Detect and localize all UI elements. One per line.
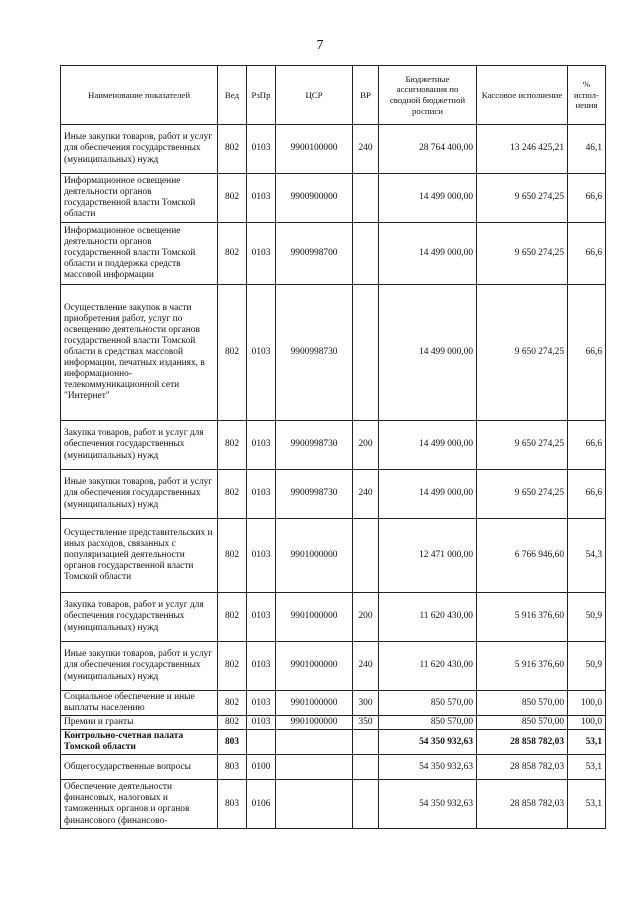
cell-cash: 6 766 946,60 [477, 519, 568, 593]
cell-csr [276, 730, 353, 755]
cell-cash: 850 570,00 [477, 716, 568, 730]
cell-rzpr: 0103 [247, 125, 276, 174]
cell-budget: 54 350 932,63 [379, 755, 477, 780]
cell-vr [353, 223, 379, 285]
table-row [61, 691, 606, 716]
cell-ved: 802 [218, 421, 247, 470]
header-rzpr: РзПр [247, 66, 276, 125]
cell-percent: 100,0 [568, 716, 606, 730]
cell-csr: 9901000000 [276, 593, 353, 642]
cell-csr: 9900998730 [276, 421, 353, 470]
cell-rzpr: 0103 [247, 691, 276, 716]
cell-name: Иные закупки товаров, работ и услуг для обеспечения государственных (муниципальных) нужд [61, 470, 218, 519]
cell-percent: 54,3 [568, 519, 606, 593]
cell-vr: 200 [353, 593, 379, 642]
cell-percent: 66,6 [568, 174, 606, 223]
cell-budget: 11 620 430,00 [379, 593, 477, 642]
cell-name: Осуществление представительских и иных расходов, связанных с популяризацией деятельности органов государственной власти Томской области [61, 519, 218, 593]
cell-cash: 13 246 425,21 [477, 125, 568, 174]
cell-rzpr: 0100 [247, 755, 276, 780]
cell-vr [353, 285, 379, 421]
cell-name: Информационное освещение деятельности органов государственной власти Томской области и поддержка средств массовой информации [61, 223, 218, 285]
cell-cash: 850 570,00 [477, 691, 568, 716]
cell-budget: 12 471 000,00 [379, 519, 477, 593]
cell-ved: 802 [218, 223, 247, 285]
cell-vr: 240 [353, 125, 379, 174]
cell-budget: 14 499 000,00 [379, 285, 477, 421]
cell-percent: 66,6 [568, 470, 606, 519]
header-csr: ЦСР [276, 66, 353, 125]
cell-percent: 50,9 [568, 593, 606, 642]
cell-ved: 803 [218, 730, 247, 755]
cell-budget: 28 764 400,00 [379, 125, 477, 174]
cell-rzpr [247, 730, 276, 755]
cell-vr [353, 755, 379, 780]
cell-rzpr: 0103 [247, 223, 276, 285]
cell-name: Иные закупки товаров, работ и услуг для обеспечения государственных (муниципальных) нужд [61, 642, 218, 691]
table-row [61, 285, 606, 421]
cell-vr: 240 [353, 470, 379, 519]
cell-ved: 802 [218, 642, 247, 691]
cell-name: Премии и гранты [61, 716, 218, 730]
cell-ved: 803 [218, 755, 247, 780]
cell-name: Осуществление закупок в части приобретения работ, услуг по освещению деятельности органов государственной власти Томской области в средствах массовой информации, печатных изданиях, в информационно-телекоммуникационной сети "Интернет" [61, 285, 218, 421]
cell-csr [276, 780, 353, 829]
cell-csr: 9901000000 [276, 519, 353, 593]
cell-rzpr: 0103 [247, 285, 276, 421]
cell-csr [276, 755, 353, 780]
table-row [61, 174, 606, 223]
header-vr: ВР [353, 66, 379, 125]
cell-budget: 14 499 000,00 [379, 174, 477, 223]
cell-vr: 200 [353, 421, 379, 470]
cell-name: Социальное обеспечение и иные выплаты населению [61, 691, 218, 716]
table-row [61, 470, 606, 519]
cell-vr [353, 519, 379, 593]
cell-csr: 9900900000 [276, 174, 353, 223]
cell-cash: 9 650 274,25 [477, 174, 568, 223]
header-name: Наименование показателей [61, 66, 218, 125]
cell-vr: 300 [353, 691, 379, 716]
cell-rzpr: 0103 [247, 642, 276, 691]
cell-cash: 28 858 782,03 [477, 730, 568, 755]
cell-rzpr: 0103 [247, 174, 276, 223]
page-number: 7 [316, 38, 324, 53]
cell-ved: 802 [218, 125, 247, 174]
cell-budget: 14 499 000,00 [379, 223, 477, 285]
cell-name: Общегосударственные вопросы [61, 755, 218, 780]
cell-ved: 802 [218, 593, 247, 642]
cell-budget: 54 350 932,63 [379, 780, 477, 829]
cell-csr: 9900100000 [276, 125, 353, 174]
cell-vr [353, 174, 379, 223]
cell-percent: 66,6 [568, 223, 606, 285]
cell-name: Контрольно-счетная палата Томской области [61, 730, 218, 755]
cell-ved: 802 [218, 470, 247, 519]
table-body [61, 125, 606, 829]
cell-name: Закупка товаров, работ и услуг для обеспечения государственных (муниципальных) нужд [61, 593, 218, 642]
cell-percent: 66,6 [568, 285, 606, 421]
cell-percent: 50,9 [568, 642, 606, 691]
cell-percent: 100,0 [568, 691, 606, 716]
budget-table [60, 65, 606, 829]
cell-vr [353, 780, 379, 829]
header-percent: % испол-нения [568, 66, 606, 125]
cell-ved: 802 [218, 174, 247, 223]
table-row [61, 780, 606, 829]
cell-rzpr: 0103 [247, 593, 276, 642]
cell-cash: 5 916 376,60 [477, 593, 568, 642]
cell-csr: 9900998730 [276, 285, 353, 421]
cell-budget: 14 499 000,00 [379, 470, 477, 519]
header-budget: Бюджетные ассигнования по сводной бюджетной росписи [379, 66, 477, 125]
table-header-row [61, 66, 606, 125]
cell-rzpr: 0103 [247, 470, 276, 519]
table-row [61, 223, 606, 285]
cell-csr: 9900998700 [276, 223, 353, 285]
cell-vr: 350 [353, 716, 379, 730]
cell-csr: 9901000000 [276, 642, 353, 691]
cell-ved: 803 [218, 780, 247, 829]
cell-percent: 46,1 [568, 125, 606, 174]
cell-ved: 802 [218, 716, 247, 730]
cell-percent: 53,1 [568, 755, 606, 780]
cell-cash: 9 650 274,25 [477, 470, 568, 519]
table-row [61, 593, 606, 642]
cell-cash: 9 650 274,25 [477, 421, 568, 470]
cell-cash: 9 650 274,25 [477, 223, 568, 285]
cell-rzpr: 0106 [247, 780, 276, 829]
cell-budget: 54 350 932,63 [379, 730, 477, 755]
cell-budget: 14 499 000,00 [379, 421, 477, 470]
header-cash: Кассовое исполнение [477, 66, 568, 125]
cell-vr: 240 [353, 642, 379, 691]
cell-cash: 9 650 274,25 [477, 285, 568, 421]
cell-budget: 850 570,00 [379, 716, 477, 730]
table-row [61, 730, 606, 755]
cell-cash: 5 916 376,60 [477, 642, 568, 691]
cell-ved: 802 [218, 519, 247, 593]
cell-name: Закупка товаров, работ и услуг для обеспечения государственных (муниципальных) нужд [61, 421, 218, 470]
cell-rzpr: 0103 [247, 716, 276, 730]
cell-csr: 9901000000 [276, 716, 353, 730]
table-row [61, 642, 606, 691]
cell-cash: 28 858 782,03 [477, 755, 568, 780]
cell-cash: 28 858 782,03 [477, 780, 568, 829]
cell-rzpr: 0103 [247, 519, 276, 593]
cell-percent: 53,1 [568, 730, 606, 755]
table-row [61, 421, 606, 470]
table-row [61, 716, 606, 730]
cell-rzpr: 0103 [247, 421, 276, 470]
table-row [61, 755, 606, 780]
table-row [61, 519, 606, 593]
cell-csr: 9900998730 [276, 470, 353, 519]
cell-percent: 53,1 [568, 780, 606, 829]
cell-vr [353, 730, 379, 755]
cell-name: Иные закупки товаров, работ и услуг для обеспечения государственных (муниципальных) нужд [61, 125, 218, 174]
cell-csr: 9901000000 [276, 691, 353, 716]
cell-budget: 850 570,00 [379, 691, 477, 716]
table-row [61, 125, 606, 174]
cell-ved: 802 [218, 285, 247, 421]
cell-name: Обеспечение деятельности финансовых, налоговых и таможенных органов и органов финансового (финансово- [61, 780, 218, 829]
header-ved: Вед [218, 66, 247, 125]
cell-name: Информационное освещение деятельности органов государственной власти Томской области [61, 174, 218, 223]
cell-ved: 802 [218, 691, 247, 716]
cell-budget: 11 620 430,00 [379, 642, 477, 691]
cell-percent: 66,6 [568, 421, 606, 470]
